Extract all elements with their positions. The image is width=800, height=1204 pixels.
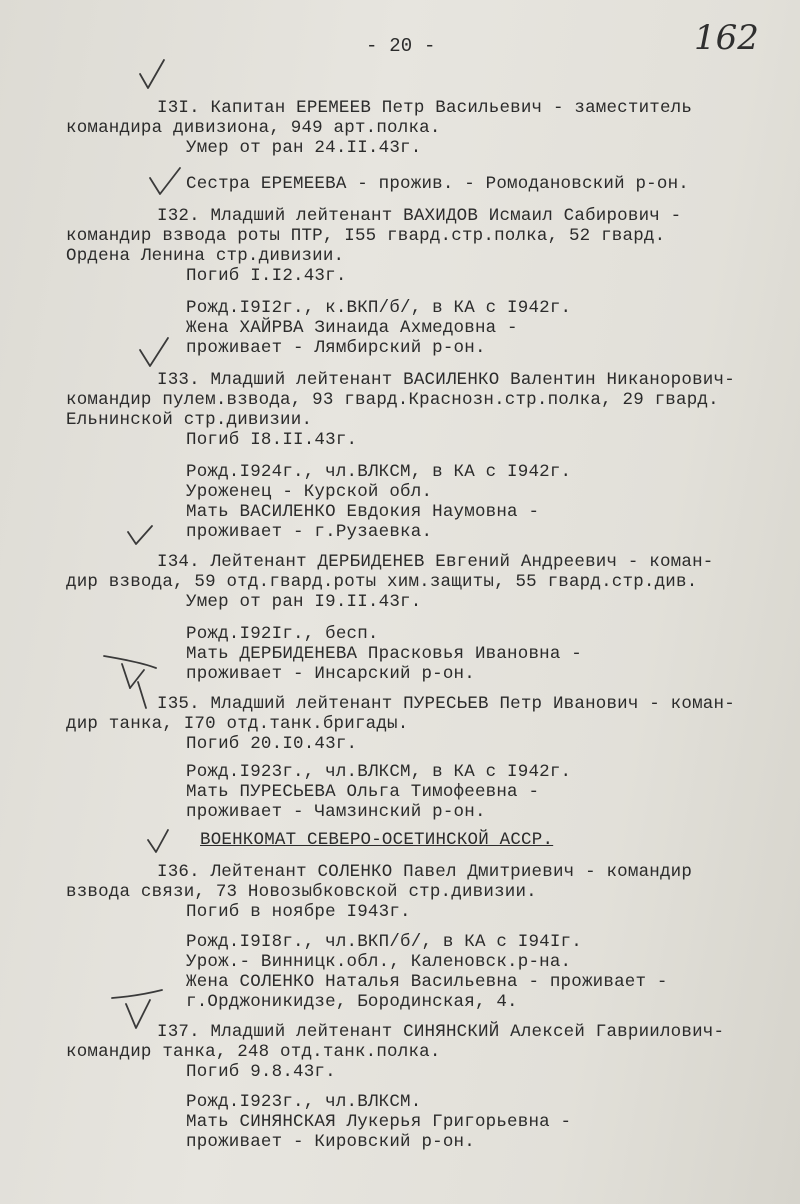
text-line: Погиб 20.I0.43г. xyxy=(186,734,358,754)
text-line: Рожд.I92Iг., бесп. xyxy=(186,624,379,644)
text-line: проживает - Инсарский р-он. xyxy=(186,664,475,684)
text-line: I35. Младший лейтенант ПУРЕСЬЕВ Петр Иванович - коман- xyxy=(157,694,735,714)
text-line: Погиб I.I2.43г. xyxy=(186,266,347,286)
text-line: I32. Младший лейтенант ВАХИДОВ Исмаил Сабирович - xyxy=(157,206,682,226)
check-mark-icon xyxy=(138,58,168,92)
text-line: Жена ХАЙРВА Зинаида Ахмедовна - xyxy=(186,318,518,338)
text-line: Уроженец - Курской обл. xyxy=(186,482,433,502)
text-line: Мать СИНЯНСКАЯ Лукерья Григорьевна - xyxy=(186,1112,572,1132)
text-line: проживает - Чамзинский р-он. xyxy=(186,802,486,822)
text-line: I37. Младший лейтенант СИНЯНСКИЙ Алексей Гавриилович- xyxy=(157,1022,725,1042)
check-mark-icon xyxy=(134,680,156,712)
text-line: Рожд.I9I2г., к.ВКП/б/, в КА с I942г. xyxy=(186,298,572,318)
text-line: командира дивизиона, 949 арт.полка. xyxy=(66,118,441,138)
text-line: Жена СОЛЕНКО Наталья Васильевна - проживает - xyxy=(186,972,668,992)
text-line: Мать ВАСИЛЕНКО Евдокия Наумовна - xyxy=(186,502,540,522)
text-line: I36. Лейтенант СОЛЕНКО Павел Дмитриевич - командир xyxy=(157,862,693,882)
text-line: проживает - г.Рузаевка. xyxy=(186,522,433,542)
text-line: Сестра ЕРЕМЕЕВА - прожив. - Ромодановский р-он. xyxy=(186,174,689,194)
text-line: I3I. Капитан ЕРЕМЕЕВ Петр Васильевич - заместитель xyxy=(157,98,693,118)
text-line: Ордена Ленина стр.дивизии. xyxy=(66,246,345,266)
text-line: Погиб в ноябре I943г. xyxy=(186,902,411,922)
text-line: Рожд.I9I8г., чл.ВКП/б/, в КА с I94Iг. xyxy=(186,932,582,952)
text-line: Умер от ран I9.II.43г. xyxy=(186,592,422,612)
text-line: Рожд.I923г., чл.ВЛКСМ. xyxy=(186,1092,422,1112)
text-line: I34. Лейтенант ДЕРБИДЕНЕВ Евгений Андреевич - коман- xyxy=(157,552,714,572)
text-line: Погиб I8.II.43г. xyxy=(186,430,358,450)
check-mark-icon xyxy=(148,164,184,198)
text-line: Урож.- Винницк.обл., Каленовск.р-на. xyxy=(186,952,572,972)
page-number: - 20 - xyxy=(366,35,436,57)
check-mark-icon xyxy=(146,826,172,856)
archive-number-handwritten: 162 xyxy=(694,18,759,58)
text-line: Ельнинской стр.дивизии. xyxy=(66,410,313,430)
text-line: проживает - Лямбирский р-он. xyxy=(186,338,486,358)
text-line: проживает - Кировский р-он. xyxy=(186,1132,475,1152)
text-line: Умер от ран 24.II.43г. xyxy=(186,138,422,158)
text-line: дир взвода, 59 отд.гвард.роты хим.защиты, 55 гвард.стр.див. xyxy=(66,572,698,592)
text-line: г.Орджоникидзе, Бородинская, 4. xyxy=(186,992,518,1012)
text-line: Рожд.I924г., чл.ВЛКСМ, в КА с I942г. xyxy=(186,462,572,482)
text-line: Рожд.I923г., чл.ВЛКСМ, в КА с I942г. xyxy=(186,762,572,782)
text-line: командир взвода роты ПТР, I55 гвард.стр.полка, 52 гвард. xyxy=(66,226,666,246)
text-line: I33. Младший лейтенант ВАСИЛЕНКО Валентин Никанорович- xyxy=(157,370,735,390)
text-line: взвода связи, 73 Новозыбковской стр.дивизии. xyxy=(66,882,537,902)
text-line: Мать ПУРЕСЬЕВА Ольга Тимофеевна - xyxy=(186,782,540,802)
check-mark-icon xyxy=(126,522,156,548)
text-line: командир пулем.взвода, 93 гвард.Краснозн.стр.полка, 29 гвард. xyxy=(66,390,719,410)
section-heading: ВОЕНКОМАТ СЕВЕРО-ОСЕТИНСКОЙ АССР. xyxy=(200,830,554,850)
text-line: Погиб 9.8.43г. xyxy=(186,1062,336,1082)
text-line: дир танка, I70 отд.танк.бригады. xyxy=(66,714,409,734)
text-line: Мать ДЕРБИДЕНЕВА Прасковья Ивановна - xyxy=(186,644,582,664)
check-mark-icon xyxy=(138,334,172,370)
text-line: командир танка, 248 отд.танк.полка. xyxy=(66,1042,441,1062)
